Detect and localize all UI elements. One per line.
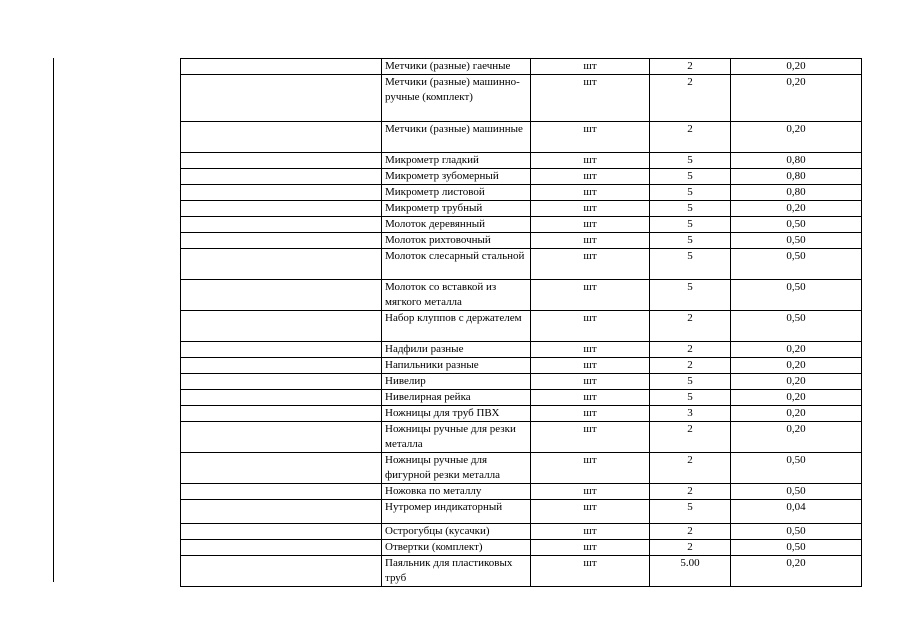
table-row [181,311,862,342]
empty-cell [181,185,382,201]
empty-cell [181,342,382,358]
item-coef: 0,20 [731,390,862,406]
item-coef: 0,50 [731,453,862,484]
empty-cell [181,540,382,556]
item-unit: шт [531,122,650,153]
empty-cell [181,422,382,453]
item-qty: 5 [650,374,731,390]
table-row [181,153,862,169]
item-name: Ножницы ручные для резки металла [382,422,531,453]
table-row [181,374,862,390]
item-unit: шт [531,524,650,540]
item-coef: 0,20 [731,422,862,453]
table-row [181,59,862,75]
item-unit: шт [531,374,650,390]
table-row [181,233,862,249]
table-row [181,201,862,217]
empty-cell [181,390,382,406]
item-qty: 2 [650,524,731,540]
table-row [181,280,862,311]
table-row [181,540,862,556]
item-name: Метчики (разные) гаечные [382,59,531,75]
item-coef: 0,50 [731,311,862,342]
item-unit: шт [531,185,650,201]
item-unit: шт [531,233,650,249]
item-unit: шт [531,75,650,122]
item-name: Паяльник для пластиковых труб [382,556,531,587]
item-unit: шт [531,280,650,311]
item-qty: 3 [650,406,731,422]
item-coef: 0,50 [731,249,862,280]
item-coef: 0,50 [731,280,862,311]
empty-cell [181,500,382,524]
item-name: Отвертки (комплект) [382,540,531,556]
item-name: Нивелир [382,374,531,390]
item-name: Микрометр гладкий [382,153,531,169]
table-row [181,169,862,185]
empty-cell [181,524,382,540]
item-coef: 0,50 [731,540,862,556]
item-unit: шт [531,59,650,75]
item-qty: 5 [650,233,731,249]
item-name: Микрометр зубомерный [382,169,531,185]
item-qty: 5 [650,185,731,201]
item-name: Надфили разные [382,342,531,358]
table-row [181,342,862,358]
item-coef: 0,50 [731,524,862,540]
table-row [181,406,862,422]
item-qty: 5 [650,280,731,311]
item-name: Напильники разные [382,358,531,374]
item-qty: 2 [650,342,731,358]
empty-cell [181,406,382,422]
item-unit: шт [531,453,650,484]
table-row [181,217,862,233]
item-qty: 5 [650,217,731,233]
item-qty: 2 [650,122,731,153]
empty-cell [181,153,382,169]
item-qty: 5 [650,390,731,406]
item-coef: 0,80 [731,153,862,169]
item-name: Набор клуппов с держателем [382,311,531,342]
item-unit: шт [531,169,650,185]
table-row [181,524,862,540]
item-qty: 2 [650,358,731,374]
item-qty: 2 [650,484,731,500]
item-unit: шт [531,556,650,587]
item-qty: 5 [650,169,731,185]
item-unit: шт [531,311,650,342]
item-unit: шт [531,484,650,500]
item-name: Молоток слесарный стальной [382,249,531,280]
item-coef: 0,80 [731,169,862,185]
item-unit: шт [531,153,650,169]
item-qty: 2 [650,75,731,122]
table-row [181,75,862,122]
empty-cell [181,374,382,390]
item-unit: шт [531,500,650,524]
empty-cell [181,217,382,233]
item-coef: 0,50 [731,233,862,249]
item-name: Молоток рихтовочный [382,233,531,249]
item-coef: 0,20 [731,201,862,217]
equipment-table [180,58,862,587]
item-name: Ножницы для труб ПВХ [382,406,531,422]
item-coef: 0,20 [731,75,862,122]
item-name: Нивелирная рейка [382,390,531,406]
item-qty: 2 [650,540,731,556]
empty-cell [181,280,382,311]
item-name: Метчики (разные) машинно-ручные (комплект) [382,75,531,122]
left-margin-rule [53,58,54,582]
item-coef: 0,20 [731,556,862,587]
empty-cell [181,556,382,587]
empty-cell [181,249,382,280]
table-row [181,122,862,153]
empty-cell [181,122,382,153]
item-unit: шт [531,217,650,233]
item-name: Микрометр трубный [382,201,531,217]
item-qty: 5 [650,500,731,524]
item-coef: 0,20 [731,59,862,75]
empty-cell [181,233,382,249]
empty-cell [181,75,382,122]
item-coef: 0,04 [731,500,862,524]
empty-cell [181,358,382,374]
table-row [181,390,862,406]
table-row [181,484,862,500]
item-coef: 0,50 [731,217,862,233]
item-coef: 0,20 [731,358,862,374]
empty-cell [181,59,382,75]
item-unit: шт [531,249,650,280]
empty-cell [181,484,382,500]
item-qty: 5 [650,201,731,217]
item-coef: 0,50 [731,484,862,500]
empty-cell [181,201,382,217]
empty-cell [181,169,382,185]
item-qty: 5 [650,153,731,169]
item-name: Микрометр листовой [382,185,531,201]
item-coef: 0,20 [731,406,862,422]
item-coef: 0,20 [731,342,862,358]
table-row [181,185,862,201]
item-unit: шт [531,201,650,217]
item-qty: 2 [650,59,731,75]
item-name: Острогубцы (кусачки) [382,524,531,540]
item-qty: 5 [650,249,731,280]
table-row [181,422,862,453]
table-row [181,500,862,524]
item-qty: 2 [650,422,731,453]
item-name: Метчики (разные) машинные [382,122,531,153]
empty-cell [181,453,382,484]
item-coef: 0,20 [731,374,862,390]
item-unit: шт [531,422,650,453]
item-unit: шт [531,390,650,406]
item-name: Ножовка по металлу [382,484,531,500]
item-coef: 0,80 [731,185,862,201]
item-name: Молоток деревянный [382,217,531,233]
table-row [181,453,862,484]
item-unit: шт [531,358,650,374]
empty-cell [181,311,382,342]
item-qty: 2 [650,453,731,484]
item-coef: 0,20 [731,122,862,153]
item-unit: шт [531,540,650,556]
item-name: Нутромер индикаторный [382,500,531,524]
item-unit: шт [531,406,650,422]
item-name: Ножницы ручные для фигурной резки металла [382,453,531,484]
item-unit: шт [531,342,650,358]
item-qty: 2 [650,311,731,342]
table-row [181,358,862,374]
item-name: Молоток со вставкой из мягкого металла [382,280,531,311]
table-row [181,249,862,280]
item-qty: 5.00 [650,556,731,587]
table-row [181,556,862,587]
